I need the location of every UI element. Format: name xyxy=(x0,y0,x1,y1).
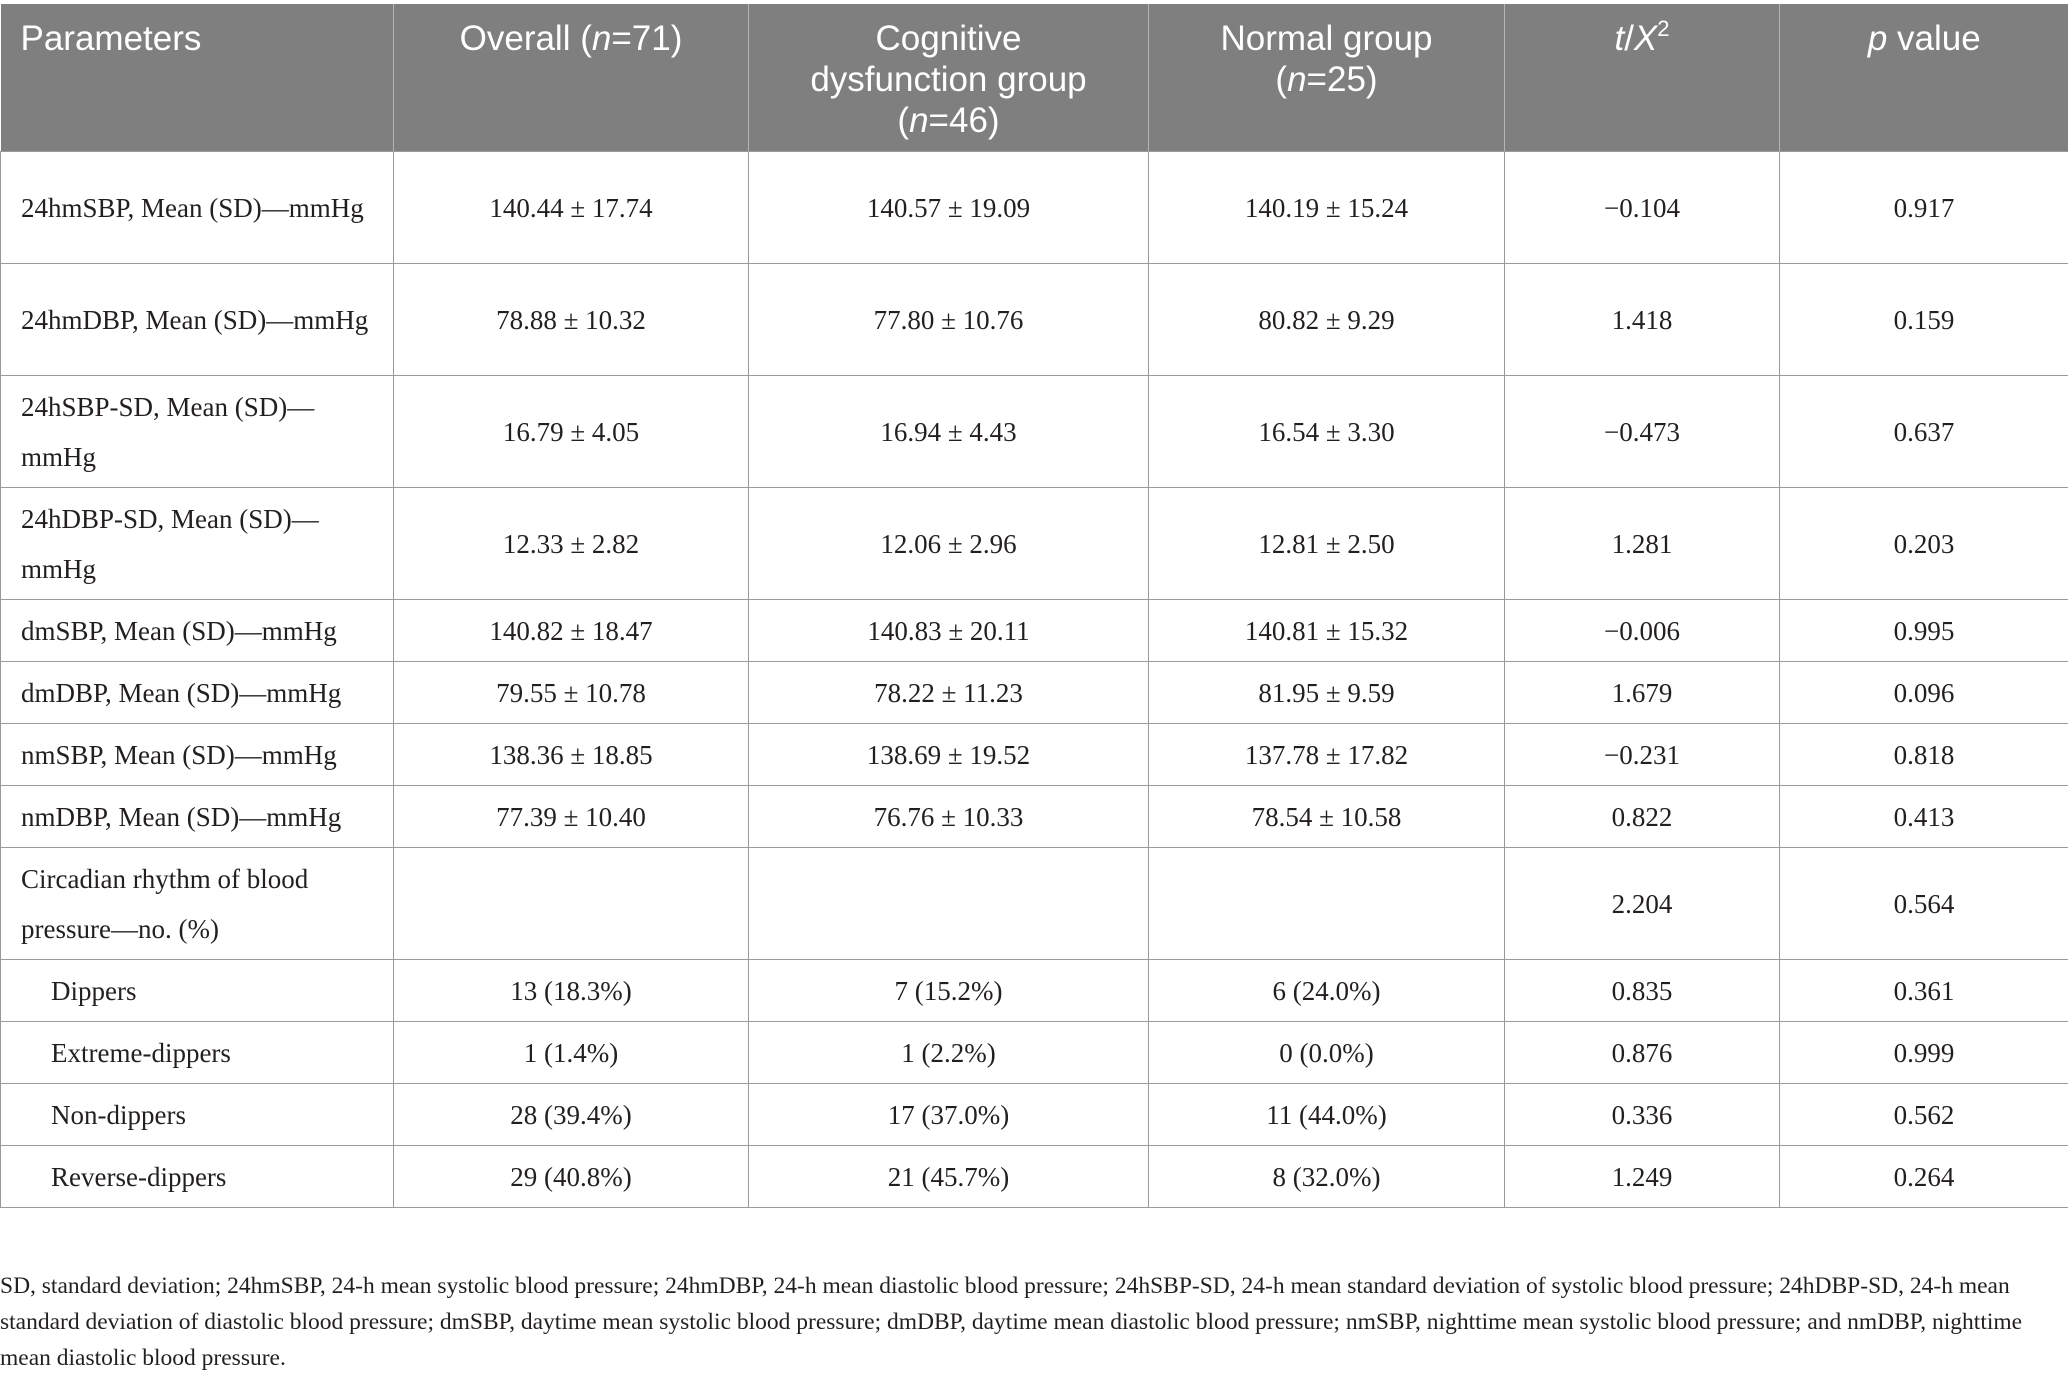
cell-p-value: 0.159 xyxy=(1780,264,2068,376)
cell-cognitive: 140.57 ± 19.09 xyxy=(749,152,1149,264)
cell-parameter: 24hmDBP, Mean (SD)—mmHg xyxy=(1,264,394,376)
cell-normal: 140.81 ± 15.32 xyxy=(1149,600,1505,662)
cell-statistic: 1.281 xyxy=(1505,488,1780,600)
header-stat-sup: 2 xyxy=(1657,16,1670,41)
cell-p-value: 0.917 xyxy=(1780,152,2068,264)
cell-overall: 138.36 ± 18.85 xyxy=(394,724,749,786)
cell-overall: 79.55 ± 10.78 xyxy=(394,662,749,724)
header-parameters xyxy=(1,4,394,152)
header-cog-n: n xyxy=(909,101,929,140)
table-row xyxy=(1,1084,2068,1146)
cell-normal: 81.95 ± 9.59 xyxy=(1149,662,1505,724)
cell-parameter: Reverse-dippers xyxy=(1,1146,394,1208)
cell-overall: 140.44 ± 17.74 xyxy=(394,152,749,264)
header-cognitive-group: Cognitive dysfunction group (n=46) xyxy=(749,4,1149,152)
cell-normal: 80.82 ± 9.29 xyxy=(1149,264,1505,376)
table-body xyxy=(1,152,2068,1208)
cell-p-value: 0.413 xyxy=(1780,786,2068,848)
cell-normal xyxy=(1149,848,1505,960)
cell-parameter: nmSBP, Mean (SD)—mmHg xyxy=(1,724,394,786)
cell-statistic: −0.231 xyxy=(1505,724,1780,786)
cell-p-value: 0.995 xyxy=(1780,600,2068,662)
cell-normal: 8 (32.0%) xyxy=(1149,1146,1505,1208)
cell-cognitive: 7 (15.2%) xyxy=(749,960,1149,1022)
cell-cognitive: 138.69 ± 19.52 xyxy=(749,724,1149,786)
cell-statistic: −0.104 xyxy=(1505,152,1780,264)
table-row xyxy=(1,376,2068,488)
header-stat-x: X xyxy=(1633,19,1658,58)
header-normal-n: n xyxy=(1287,60,1307,99)
cell-statistic: 2.204 xyxy=(1505,848,1780,960)
header-normal-suffix: =25) xyxy=(1306,60,1378,99)
header-overall-suffix: =71) xyxy=(611,19,683,58)
cell-parameter: Non-dippers xyxy=(1,1084,394,1146)
cell-overall: 29 (40.8%) xyxy=(394,1146,749,1208)
table-header xyxy=(1,4,2068,152)
cell-overall: 140.82 ± 18.47 xyxy=(394,600,749,662)
header-overall-prefix: Overall ( xyxy=(459,19,592,58)
header-cog-suffix: =46) xyxy=(928,101,1000,140)
cell-normal: 78.54 ± 10.58 xyxy=(1149,786,1505,848)
table-row xyxy=(1,600,2068,662)
table-row xyxy=(1,264,2068,376)
cell-overall: 1 (1.4%) xyxy=(394,1022,749,1084)
cell-p-value: 0.096 xyxy=(1780,662,2068,724)
cell-parameter: 24hmSBP, Mean (SD)—mmHg xyxy=(1,152,394,264)
table-row-group-header xyxy=(1,848,2068,960)
table-row xyxy=(1,786,2068,848)
cell-p-value: 0.564 xyxy=(1780,848,2068,960)
cell-cognitive: 140.83 ± 20.11 xyxy=(749,600,1149,662)
header-normal-line1: Normal group xyxy=(1220,19,1433,58)
cell-overall: 13 (18.3%) xyxy=(394,960,749,1022)
cell-p-value: 0.203 xyxy=(1780,488,2068,600)
cell-cognitive: 77.80 ± 10.76 xyxy=(749,264,1149,376)
cell-p-value: 0.999 xyxy=(1780,1022,2068,1084)
cell-statistic: 0.822 xyxy=(1505,786,1780,848)
cell-normal: 6 (24.0%) xyxy=(1149,960,1505,1022)
cell-p-value: 0.637 xyxy=(1780,376,2068,488)
cell-statistic: −0.006 xyxy=(1505,600,1780,662)
cell-p-value: 0.562 xyxy=(1780,1084,2068,1146)
header-cog-line1: Cognitive xyxy=(875,19,1022,58)
table-row xyxy=(1,662,2068,724)
table-row xyxy=(1,152,2068,264)
header-overall xyxy=(394,4,749,152)
cell-statistic: 0.835 xyxy=(1505,960,1780,1022)
cell-cognitive: 16.94 ± 4.43 xyxy=(749,376,1149,488)
data-table-container xyxy=(0,4,2068,1208)
header-p-rest: value xyxy=(1887,19,1981,58)
header-stat-t: t xyxy=(1614,19,1625,58)
cell-statistic: 1.679 xyxy=(1505,662,1780,724)
cell-overall: 16.79 ± 4.05 xyxy=(394,376,749,488)
cell-statistic: 0.876 xyxy=(1505,1022,1780,1084)
cell-statistic: −0.473 xyxy=(1505,376,1780,488)
cell-normal: 140.19 ± 15.24 xyxy=(1149,152,1505,264)
cell-parameter: dmDBP, Mean (SD)—mmHg xyxy=(1,662,394,724)
table-row xyxy=(1,488,2068,600)
cell-cognitive: 1 (2.2%) xyxy=(749,1022,1149,1084)
cell-parameter: Extreme-dippers xyxy=(1,1022,394,1084)
cell-normal: 137.78 ± 17.82 xyxy=(1149,724,1505,786)
cell-statistic: 1.418 xyxy=(1505,264,1780,376)
table-row xyxy=(1,960,2068,1022)
cell-statistic: 1.249 xyxy=(1505,1146,1780,1208)
cell-p-value: 0.818 xyxy=(1780,724,2068,786)
header-cog-line2: dysfunction group xyxy=(810,60,1087,99)
cell-cognitive: 78.22 ± 11.23 xyxy=(749,662,1149,724)
cell-parameter: nmDBP, Mean (SD)—mmHg xyxy=(1,786,394,848)
blood-pressure-table xyxy=(0,4,2068,1208)
table-row xyxy=(1,1146,2068,1208)
header-parameters-label: Parameters xyxy=(20,19,202,58)
cell-parameter: Circadian rhythm of blood pressure—no. (%) xyxy=(1,848,394,960)
cell-cognitive xyxy=(749,848,1149,960)
header-normal-group: Normal group (n=25) xyxy=(1149,4,1505,152)
table-row xyxy=(1,724,2068,786)
cell-cognitive: 12.06 ± 2.96 xyxy=(749,488,1149,600)
cell-p-value: 0.264 xyxy=(1780,1146,2068,1208)
cell-normal: 0 (0.0%) xyxy=(1149,1022,1505,1084)
cell-statistic: 0.336 xyxy=(1505,1084,1780,1146)
cell-parameter: 24hDBP-SD, Mean (SD)—mmHg xyxy=(1,488,394,600)
header-stat-slash: / xyxy=(1624,19,1634,58)
header-p-italic: p xyxy=(1867,19,1888,58)
cell-parameter: 24hSBP-SD, Mean (SD)—mmHg xyxy=(1,376,394,488)
cell-overall: 12.33 ± 2.82 xyxy=(394,488,749,600)
cell-p-value: 0.361 xyxy=(1780,960,2068,1022)
cell-normal: 16.54 ± 3.30 xyxy=(1149,376,1505,488)
table-footnote: SD, standard deviation; 24hmSBP, 24-h mean systolic blood pressure; 24hmDBP, 24-h mean diastolic blood pressure; 24hSBP-SD, 24-h mean standard deviation of systolic blood pressure; 24hDBP-SD, 24-h mean standard deviation of diastolic blood pressure; dmSBP, daytime mean systolic blood pressure; dmDBP, daytime mean diastolic blood pressure; nmSBP, nighttime mean systolic blood pressure; and nmDBP, nighttime mean diastolic blood pressure. xyxy=(0,1273,2023,1371)
cell-normal: 12.81 ± 2.50 xyxy=(1149,488,1505,600)
cell-cognitive: 17 (37.0%) xyxy=(749,1084,1149,1146)
cell-overall: 28 (39.4%) xyxy=(394,1084,749,1146)
cell-cognitive: 21 (45.7%) xyxy=(749,1146,1149,1208)
cell-overall: 78.88 ± 10.32 xyxy=(394,264,749,376)
header-test-statistic xyxy=(1505,4,1780,152)
cell-overall xyxy=(394,848,749,960)
cell-overall: 77.39 ± 10.40 xyxy=(394,786,749,848)
header-p-value xyxy=(1780,4,2068,152)
cell-parameter: Dippers xyxy=(1,960,394,1022)
cell-parameter: dmSBP, Mean (SD)—mmHg xyxy=(1,600,394,662)
table-row xyxy=(1,1022,2068,1084)
cell-cognitive: 76.76 ± 10.33 xyxy=(749,786,1149,848)
cell-normal: 11 (44.0%) xyxy=(1149,1084,1505,1146)
header-overall-n: n xyxy=(591,19,612,58)
header-row xyxy=(1,4,2068,152)
